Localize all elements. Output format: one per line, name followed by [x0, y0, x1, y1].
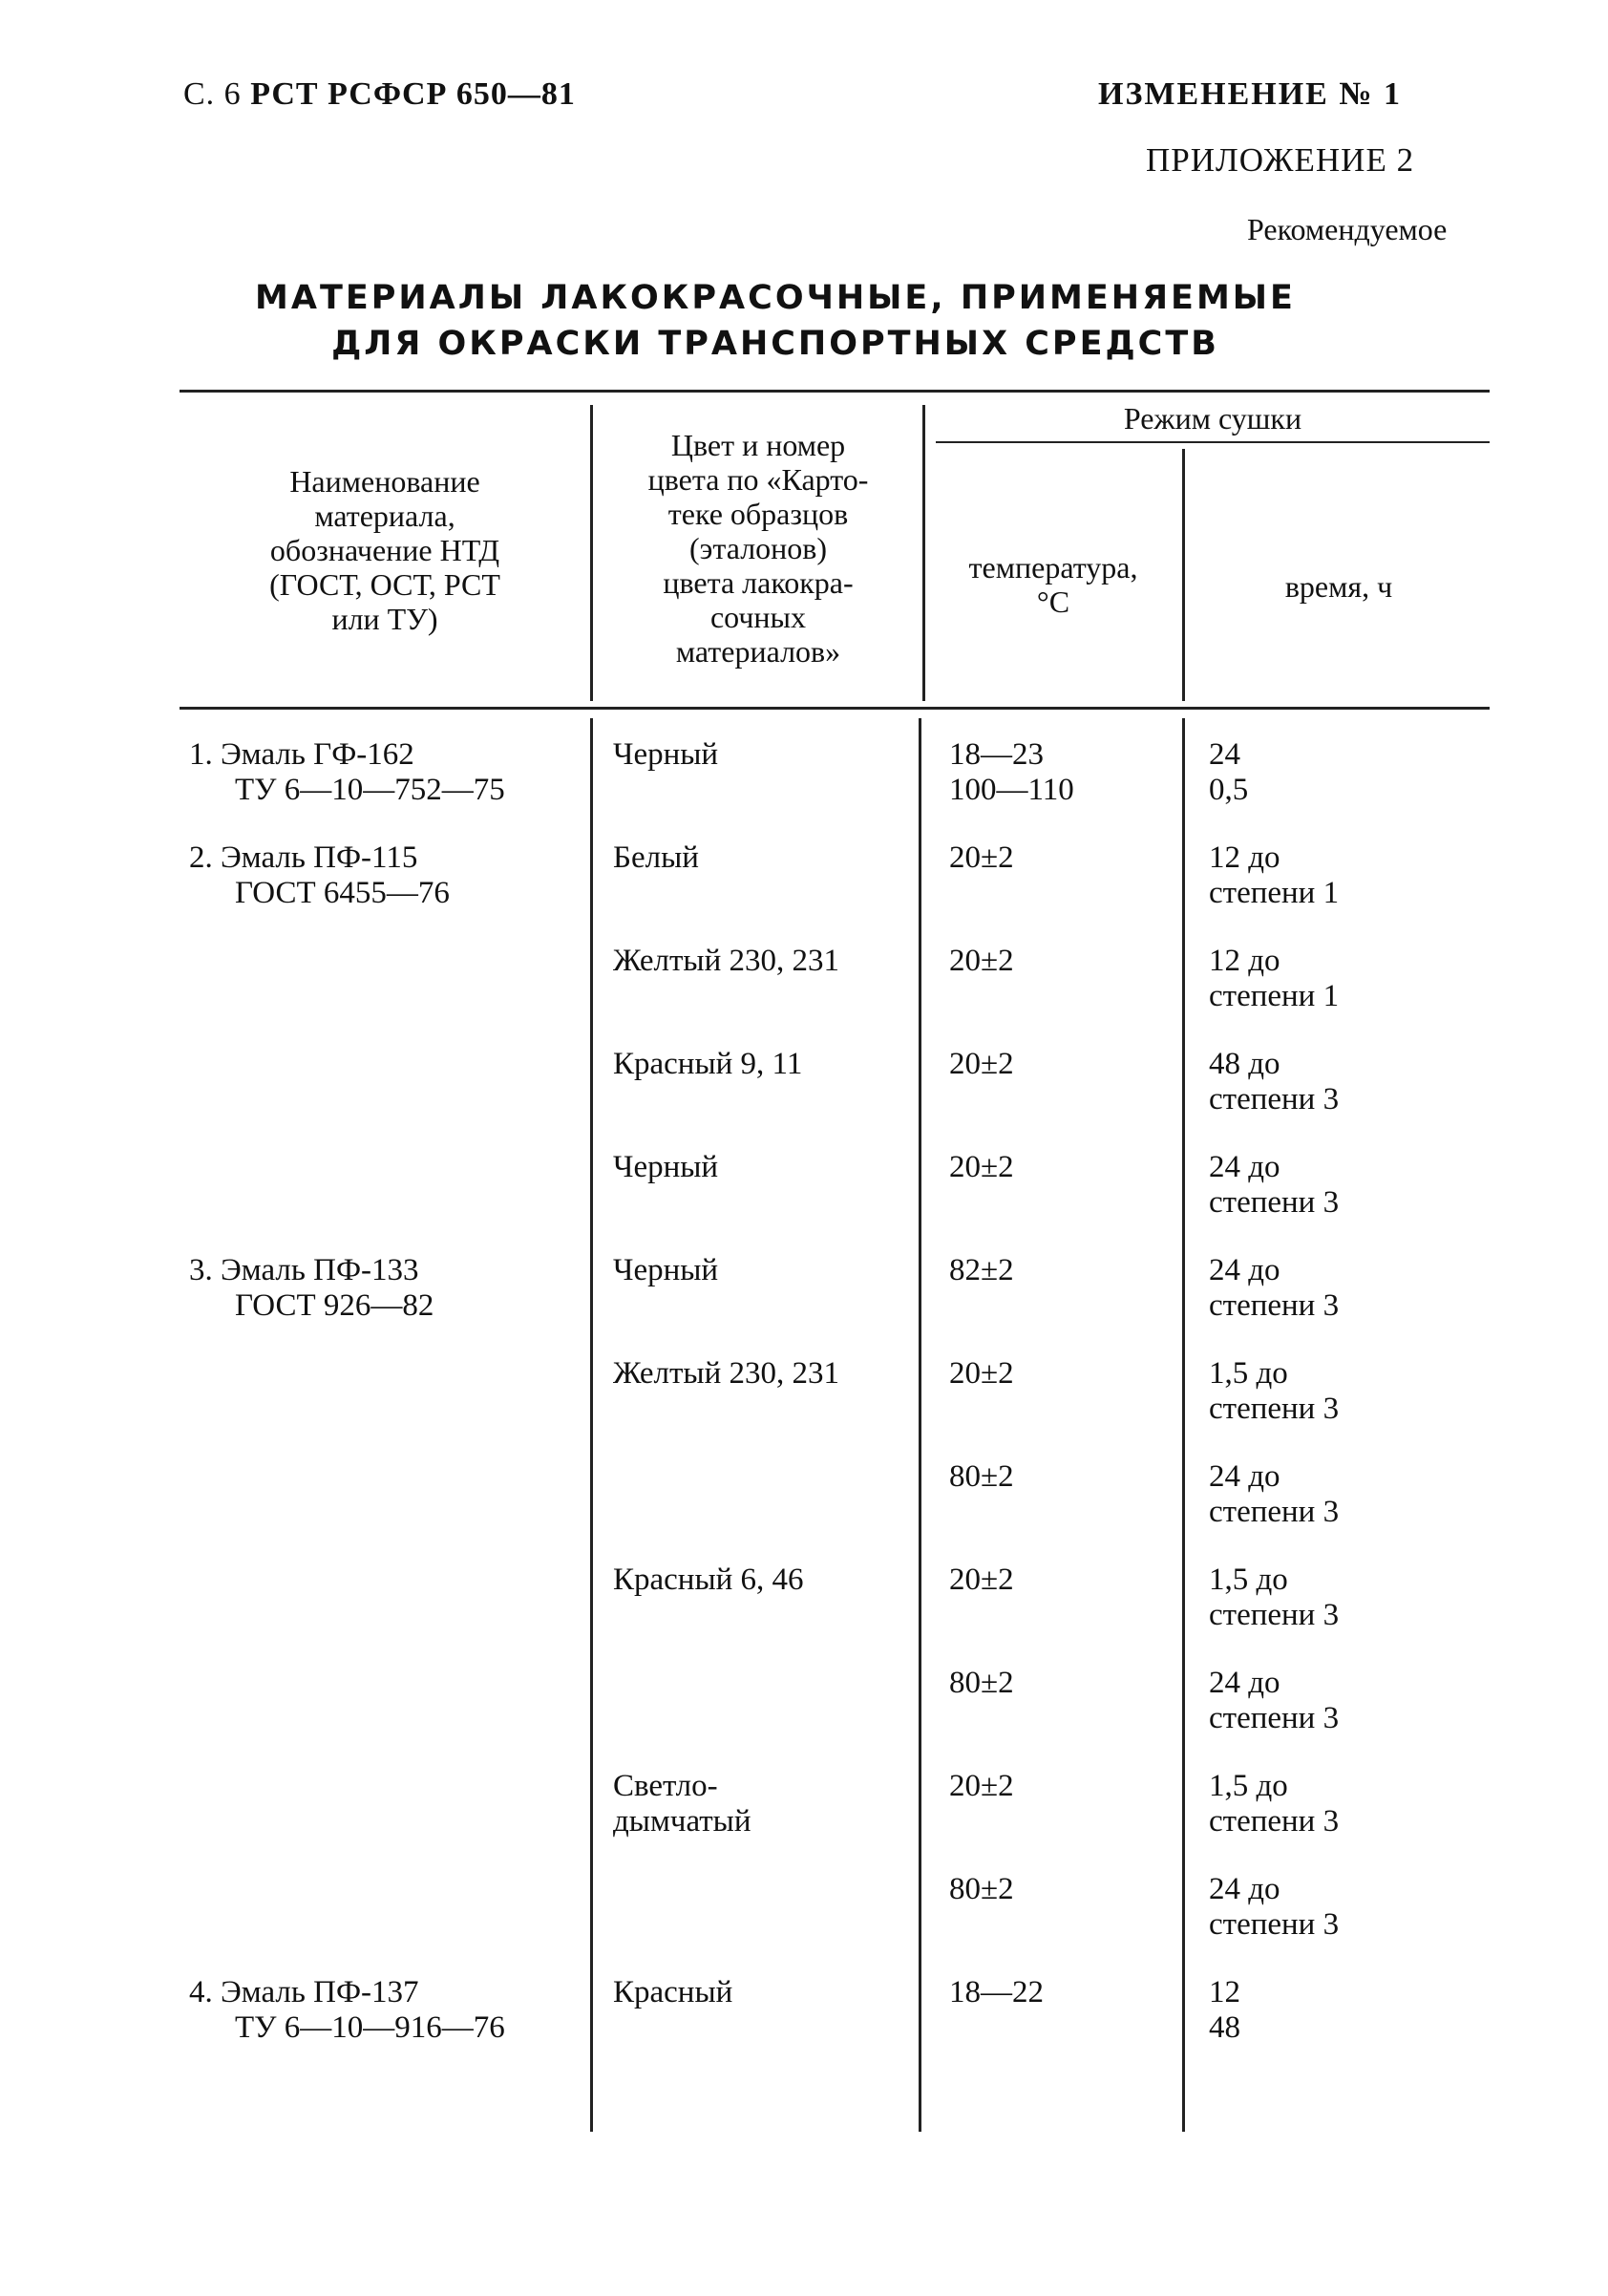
cell-color: Красный 6, 46 — [613, 1563, 804, 1597]
cell-temperature: 20±2 — [949, 1563, 1014, 1597]
page-header-left — [183, 76, 576, 113]
cell-time: степени 1 — [1209, 979, 1340, 1013]
cell-material: 2. Эмаль ПФ-115 — [189, 840, 418, 875]
cell-time: 1,5 до — [1209, 1769, 1288, 1803]
cell-material: ГОСТ 6455—76 — [235, 876, 450, 910]
cell-time: 1,5 до — [1209, 1356, 1288, 1391]
cell-time: степени 1 — [1209, 876, 1340, 910]
cell-time: степени 3 — [1209, 1185, 1340, 1220]
cell-time: 12 до — [1209, 840, 1280, 875]
cell-temperature: 20±2 — [949, 944, 1014, 978]
cell-color: Черный — [613, 737, 719, 772]
cell-time: степени 3 — [1209, 1598, 1340, 1632]
cell-temperature: 82±2 — [949, 1253, 1014, 1287]
cell-material: 1. Эмаль ГФ-162 — [189, 737, 414, 772]
column-divider-3 — [1182, 718, 1185, 2132]
cell-temperature: 20±2 — [949, 840, 1014, 875]
cell-time: 24 до — [1209, 1253, 1280, 1287]
cell-temperature: 80±2 — [949, 1459, 1014, 1494]
cell-temperature: 20±2 — [949, 1769, 1014, 1803]
cell-color: Черный — [613, 1150, 719, 1184]
page-number: С. 6 — [183, 76, 242, 112]
cell-time: 24 до — [1209, 1872, 1280, 1906]
cell-time: степени 3 — [1209, 1288, 1340, 1323]
table-title-line-2: ДЛЯ ОКРАСКИ ТРАНСПОРТНЫХ СРЕДСТВ — [331, 325, 1219, 363]
cell-color: дымчатый — [613, 1804, 751, 1839]
cell-material: 4. Эмаль ПФ-137 — [189, 1975, 419, 2009]
cell-time: 1,5 до — [1209, 1563, 1288, 1597]
column-divider-1-header — [590, 405, 593, 701]
header-bottom-rule — [180, 707, 1490, 710]
cell-time: 48 — [1209, 2010, 1240, 2045]
cell-time: степени 3 — [1209, 1082, 1340, 1116]
cell-time: 24 до — [1209, 1666, 1280, 1700]
cell-color: Белый — [613, 840, 699, 875]
column-divider-2 — [919, 718, 921, 2132]
cell-time: степени 3 — [1209, 1392, 1340, 1426]
column-header-drying-mode: Режим сушки — [1123, 401, 1302, 436]
column-header-material: Наименование материала, обозначение НТД (ГОСТ, ОСТ, РСТ или ТУ) — [269, 464, 500, 636]
recommended-label: Рекомендуемое — [1247, 212, 1448, 246]
cell-temperature: 18—22 — [949, 1975, 1044, 2009]
cell-time: 12 до — [1209, 944, 1280, 978]
cell-time: 48 до — [1209, 1047, 1280, 1081]
cell-time: 24 — [1209, 737, 1240, 772]
cell-time: степени 3 — [1209, 1701, 1340, 1735]
cell-color: Черный — [613, 1253, 719, 1287]
cell-time: 12 — [1209, 1975, 1240, 2009]
cell-material: 3. Эмаль ПФ-133 — [189, 1253, 419, 1287]
cell-material: ТУ 6—10—752—75 — [235, 773, 505, 807]
column-header-time: время, ч — [1284, 569, 1393, 604]
cell-color: Желтый 230, 231 — [613, 1356, 840, 1391]
drying-group-rule — [936, 441, 1490, 443]
cell-temperature: 20±2 — [949, 1047, 1014, 1081]
cell-material: ГОСТ 926—82 — [235, 1288, 434, 1323]
cell-time: степени 3 — [1209, 1804, 1340, 1839]
column-divider-1 — [590, 718, 593, 2132]
cell-temperature: 20±2 — [949, 1356, 1014, 1391]
column-divider-3-header — [1182, 449, 1185, 701]
cell-temperature: 20±2 — [949, 1150, 1014, 1184]
cell-color: Красный — [613, 1975, 733, 2009]
cell-color: Желтый 230, 231 — [613, 944, 840, 978]
cell-color: Красный 9, 11 — [613, 1047, 803, 1081]
cell-temperature: 80±2 — [949, 1872, 1014, 1906]
cell-material: ТУ 6—10—916—76 — [235, 2010, 505, 2045]
cell-time: степени 3 — [1209, 1907, 1340, 1942]
cell-time: 24 до — [1209, 1459, 1280, 1494]
column-divider-2-header — [922, 405, 925, 701]
cell-color: Светло- — [613, 1769, 718, 1803]
amendment-label: ИЗМЕНЕНИЕ № 1 — [1098, 76, 1403, 112]
cell-time: степени 3 — [1209, 1495, 1340, 1529]
cell-time: 0,5 — [1209, 773, 1249, 807]
cell-time: 24 до — [1209, 1150, 1280, 1184]
appendix-label: ПРИЛОЖЕНИЕ 2 — [1146, 141, 1415, 179]
column-header-temperature: температура, °С — [968, 550, 1138, 619]
cell-temperature: 100—110 — [949, 773, 1074, 807]
document-code: РСТ РСФСР 650—81 — [250, 76, 576, 112]
cell-temperature: 80±2 — [949, 1666, 1014, 1700]
table-top-rule — [180, 390, 1490, 393]
column-header-color: Цвет и номер цвета по «Карто- теке образцов (эталонов) цвета лакокра- сочных материалов» — [647, 428, 869, 669]
cell-temperature: 18—23 — [949, 737, 1044, 772]
table-title-line-1: МАТЕРИАЛЫ ЛАКОКРАСОЧНЫЕ, ПРИМЕНЯЕМЫЕ — [255, 279, 1296, 317]
